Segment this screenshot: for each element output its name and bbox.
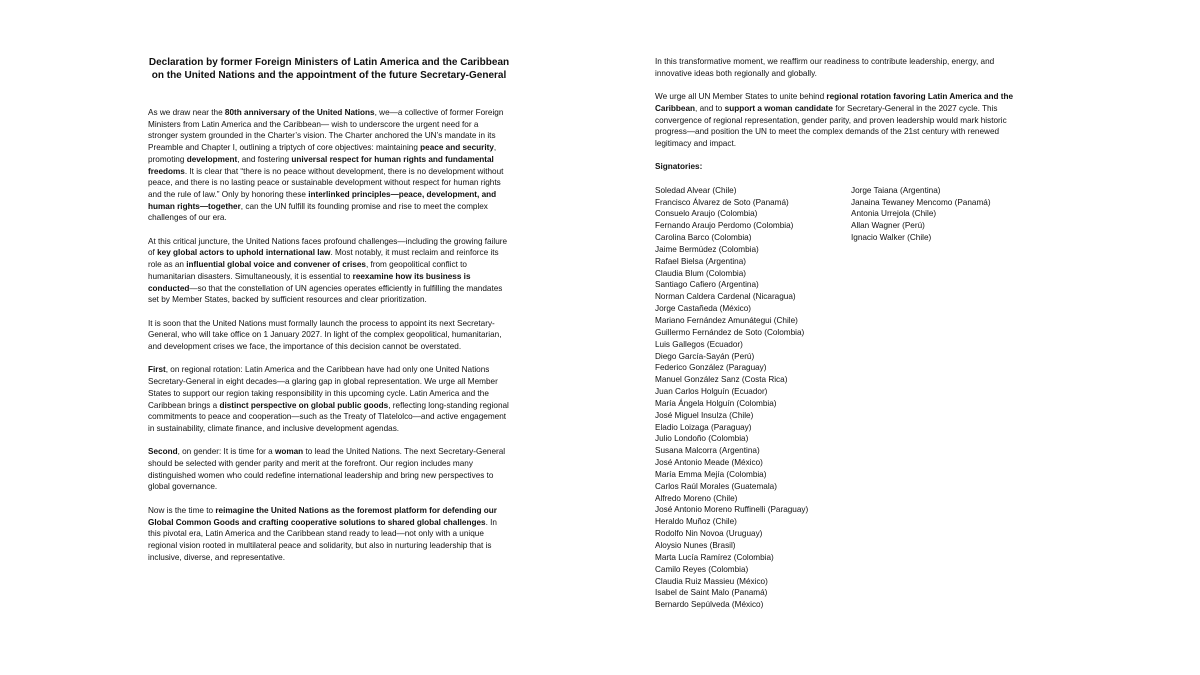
signatory-name: Marta Lucía Ramírez (Colombia) [655,552,774,562]
paragraph [148,107,510,224]
text-run: —so that the constellation of UN agencies operates efficiently in fulfilling the mandates set by Member States, backed by sufficient resources and clear prioritization. [148,283,503,305]
signatory-name: Claudia Ruiz Massieu (México) [655,576,768,586]
text-run: As we draw near the [148,108,225,117]
signatory-name: Manuel González Sanz (Costa Rica) [655,375,788,385]
bold-text: regional rotation favoring Latin America and the Caribbean [655,92,1014,113]
signatory-name: Juan Carlos Holguín (Ecuador) [655,387,768,397]
text-run: We urge all UN Member States to unite behind [655,92,827,102]
text-run: At this critical juncture, the United Nations faces profound challenges—including the growing failure of [148,236,508,258]
signatory-name: José Antonio Moreno Ruffinelli (Paraguay) [655,505,809,515]
signatory-name: Eladio Loizaga (Paraguay) [655,422,752,432]
bold-text: woman [274,447,304,457]
signatory-name: Jorge Taiana (Argentina) [851,185,941,195]
paragraph [148,446,510,493]
signatory-name: Antonia Urrejola (Chile) [851,209,937,219]
signatory-name: Guillermo Fernández de Soto (Colombia) [655,327,805,337]
paragraph [655,91,1015,150]
signatories-column-2 [851,185,1016,244]
signatory-name: Consuelo Araujo (Colombia) [655,209,758,219]
text-run: , from geopolitical conflict to humanitarian disasters. Simultaneously, it is essential to [148,260,467,281]
bold-text: development [186,154,238,164]
text-run: In this transformative moment, we reaffirm our readiness to contribute leadership, energy, and innovative ideas both regionally and globally. [655,57,995,78]
bold-text: universal respect for human rights and fundamental freedoms [148,154,494,176]
signatory-name: Heraldo Muñoz (Chile) [655,517,737,527]
text-run: , on regional rotation: Latin America and the Caribbean have had only one United Nations Secretary-General in eight decades—a glaring gap in global representation. We urge all Member States to support our region taking responsibility in this upcoming cycle. Latin America and the Caribbean brings a [148,365,498,410]
right-column [655,56,1015,610]
text-run: Now is the time to [148,505,216,515]
text-run: , and fostering [237,154,292,164]
paragraph [148,505,510,564]
signatory-name: Julio Londoño (Colombia) [655,434,749,444]
left-paragraphs [148,107,510,563]
text-run: , promoting [148,143,497,164]
signatory-name: Jaime Bermúdez (Colombia) [655,244,759,254]
bold-text: support a woman candidate [724,103,833,113]
signatory-name: Soledad Alvear (Chile) [655,185,737,195]
bold-text: reexamine how its business is conducted [148,271,471,293]
signatory-name: María Ángela Holguín (Colombia) [655,398,777,408]
text-run: , on gender: It is time for a [177,447,275,457]
signatory-name: María Emma Mejía (Colombia) [655,469,767,479]
signatory-name: Janaina Tewaney Mencomo (Panamá) [851,197,991,207]
signatory-name: Ignacio Walker (Chile) [851,233,932,243]
signatory-name: Camilo Reyes (Colombia) [655,564,749,574]
text-run: , and to [695,103,725,113]
bold-text: 80th anniversary of the United Nations [224,108,375,117]
bold-text: influential global voice and convener of crises [186,260,366,270]
paragraph [655,56,1015,79]
paragraph [148,318,510,353]
signatory-name: José Miguel Insulza (Chile) [655,410,754,420]
text-run: for Secretary-General in the 2027 cycle. This convergence of regional representation, gender parity, and proven leadership would mark historic progress—and position the UN to meet the complex demands of the 21st century with renewed legitimacy and impact. [655,103,1007,148]
signatory-name: Isabel de Saint Malo (Panamá) [655,588,768,598]
bold-text: interlinked principles—peace, development, and human rights—together [148,189,497,211]
text-run: , reflecting long-standing regional commitments to peace and cooperation—such as the Treaty of Tlatelolco—and active engagement in sustainability, climate finance, and inclusive development agendas. [148,400,509,433]
signatory-name: Federico González (Paraguay) [655,363,767,373]
signatory-name: Francisco Álvarez de Soto (Panamá) [655,197,789,207]
bold-text: key global actors to uphold international law [157,248,331,258]
signatory-name: Jorge Castañeda (México) [655,304,752,314]
text-run: , we—a collective of former Foreign Ministers from Latin America and the Caribbean— wish to underscore the urgent need for a stronger system grounded in the Charter’s vision. The Charter anchored the UN’s mandate in its Preamble and Chapter I, outlining a triptych of core objectives: maintaining [148,108,504,153]
document-title: Declaration by former Foreign Ministers of Latin America and the Caribbean on the United Nations and the appointment of the future Secretary-General [148,57,510,81]
paragraph [148,364,510,434]
text-run: , can the UN fulfill its founding promise and rise to meet the complex challenges of our era. [148,201,488,223]
right-paragraphs [655,56,1015,150]
signatories-heading: Signatories: [655,162,703,172]
signatory-name: Mariano Fernández Amunátegui (Chile) [655,315,798,325]
bold-text: Second [148,447,178,457]
signatory-name: Aloysio Nunes (Brasil) [655,541,736,550]
signatories-column-1 [655,185,850,611]
text-run: . It is clear that “there is no peace without development, there is no development without peace, and there is no lasting peace or sustainable development without respect for human rights and the rule of law.” Only by honoring these [148,166,504,199]
signatory-name: José Antonio Meade (México) [655,458,763,468]
signatory-name: Susana Malcorra (Argentina) [655,446,760,456]
left-column [148,56,510,575]
signatory-name: Rafael Bielsa (Argentina) [655,256,747,266]
signatory-name: Bernardo Sepúlveda (México) [655,600,764,610]
bold-text: First [148,365,166,375]
signatory-name: Carlos Raúl Morales (Guatemala) [655,481,777,491]
signatory-name: Allan Wagner (Perú) [851,221,925,231]
text-run: It is soon that the United Nations must formally launch the process to appoint its next Secretary-General, who will take office on 1 January 2027. In light of the complex geopolitical, humanitarian, and development crises we face, the importance of this decision cannot be overstated. [148,318,502,352]
signatory-name: Claudia Blum (Colombia) [655,268,747,278]
signatory-name: Norman Caldera Cardenal (Nicaragua) [655,292,796,302]
bold-text: peace and security [420,143,494,153]
text-run: . In this pivotal era, Latin America and the Caribbean stand ready to lead—not only with a unique regional vision rooted in multilateral peace and solidarity, but also in nurturing leadership that is inclusive, diverse, and representative. [148,517,497,562]
text-run: to lead the United Nations. The next Secretary-General should be selected with gender parity and merit at the forefront. Our region includes many distinguished women who could redefine international leadership and bring new perspectives to global governance. [148,447,506,492]
bold-text: reimagine the United Nations as the foremost platform for defending our Global Common Goods and crafting cooperative solutions to shared global challenges [148,505,497,527]
signatory-name: Luis Gallegos (Ecuador) [655,339,743,349]
signatory-name: Carolina Barco (Colombia) [655,233,752,243]
paragraph [148,236,510,306]
text-run: . Most notably, it must reclaim and reinforce its role as an [148,248,499,270]
bold-text: distinct perspective on global public goods [219,400,389,410]
signatory-name: Fernando Araujo Perdomo (Colombia) [655,221,794,231]
signatory-name: Rodolfo Nin Novoa (Uruguay) [655,529,763,539]
signatory-name: Diego García-Sayán (Perú) [655,351,755,361]
signatory-name: Alfredo Moreno (Chile) [655,493,738,503]
signatory-name: Santiago Cafiero (Argentina) [655,280,759,290]
